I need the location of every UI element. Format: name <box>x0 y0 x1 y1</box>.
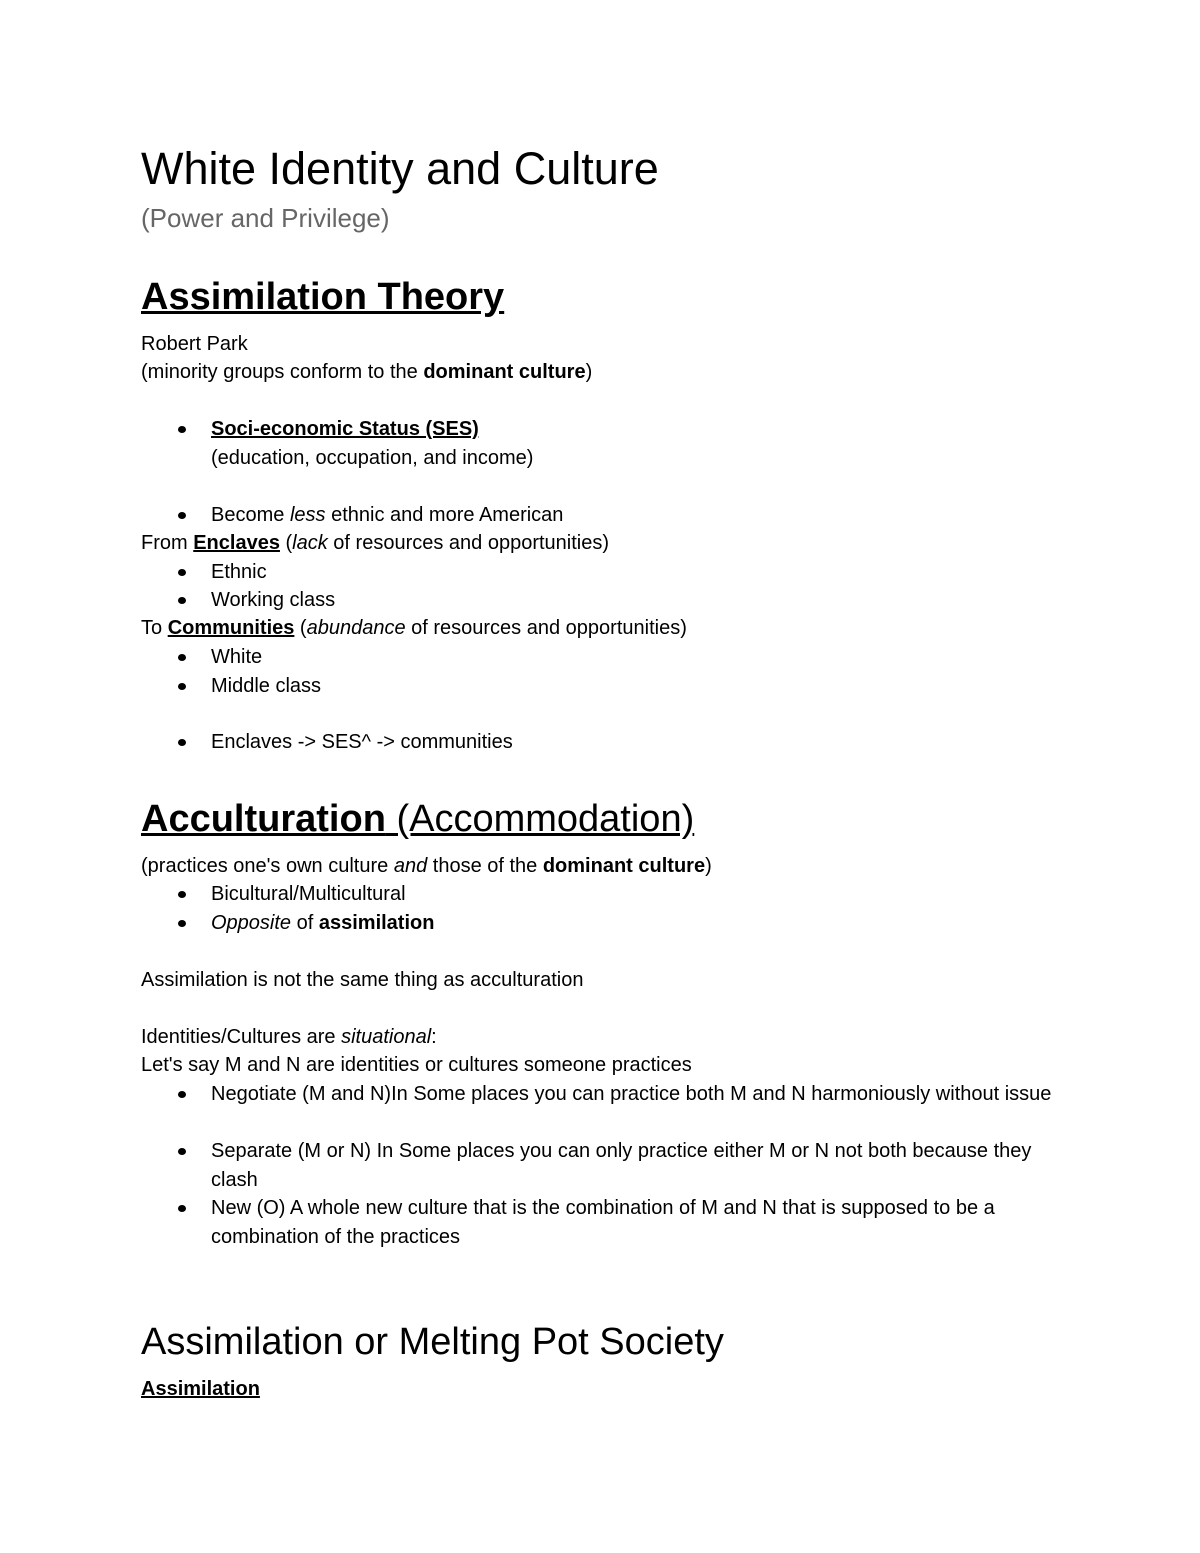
bullet-icon <box>178 920 186 927</box>
list-item-ses <box>211 415 1071 472</box>
situational-text: Identities/Cultures are <box>141 1026 342 1048</box>
definition-text: (minority groups conform to the <box>141 361 424 383</box>
list-item-bicultural <box>211 880 1071 909</box>
list-item-flow <box>211 728 1071 757</box>
to-text: To <box>141 617 168 639</box>
bullet-icon <box>178 1205 186 1212</box>
list-item-new <box>211 1194 1071 1251</box>
from-paren: ( <box>279 532 293 554</box>
assimilation-subheading: Assimilation <box>141 1378 260 1400</box>
bullet-icon <box>178 512 186 519</box>
list-item-white <box>211 643 1071 672</box>
melting-pot-heading: Assimilation or Melting Pot Society <box>141 1321 724 1363</box>
enclaves-term: Enclaves <box>193 532 280 554</box>
enclave-item-label: Working class <box>211 589 336 611</box>
from-text: From <box>141 532 194 554</box>
acculturation-heading <box>141 797 694 841</box>
accommodation-paren: (Accommodation) <box>385 798 695 840</box>
author-line: Robert Park <box>141 333 248 355</box>
become-text-end: ethnic and more American <box>325 504 564 526</box>
situational-line <box>141 1023 437 1052</box>
from-enclaves-line <box>141 529 609 558</box>
acc-def-end: ) <box>705 855 712 877</box>
bullet-icon <box>178 654 186 661</box>
opposite-mid: of <box>291 912 319 934</box>
ses-detail: (education, occupation, and income) <box>211 446 534 469</box>
separate-text: Separate (M or N) In Some places you can only practice either M or N not both because they clash <box>211 1140 1032 1191</box>
example-intro: Let's say M and N are identities or cultures someone practices <box>141 1054 692 1076</box>
acc-def-bold: dominant culture <box>542 855 706 877</box>
list-item-ethnic <box>211 558 1071 587</box>
to-text-end: of resources and opportunities) <box>405 617 687 639</box>
bullet-icon <box>178 1091 186 1098</box>
negotiate-text: Negotiate (M and N)In Some places you can practice both M and N harmoniously without issue <box>211 1083 1052 1105</box>
list-item-working-class <box>211 586 1071 615</box>
list-item-middle-class <box>211 672 1071 701</box>
become-text: Become <box>211 504 290 526</box>
community-item-label: Middle class <box>211 675 322 697</box>
bullet-icon <box>178 1148 186 1155</box>
assimilation-bold: assimilation <box>318 912 435 934</box>
ses-label: Soci-economic Status (SES) <box>211 418 479 440</box>
list-item-opposite <box>211 909 1071 938</box>
bullet-icon <box>178 597 186 604</box>
abundance-italic: abundance <box>306 617 406 639</box>
bicultural-text: Bicultural/Multicultural <box>211 883 406 905</box>
to-communities-line <box>141 614 687 643</box>
situational-end: : <box>431 1026 437 1048</box>
communities-term: Communities <box>167 617 295 639</box>
bullet-icon <box>178 569 186 576</box>
opposite-italic: Opposite <box>211 912 292 934</box>
new-text: New (O) A whole new culture that is the combination of M and N that is supposed to be a combination of the practices <box>211 1197 995 1248</box>
acculturation-note: Assimilation is not the same thing as acculturation <box>141 969 584 991</box>
become-italic: less <box>289 504 326 526</box>
list-item-negotiate <box>211 1080 1071 1109</box>
community-item-label: White <box>211 646 263 668</box>
situational-italic: situational <box>341 1026 432 1048</box>
bullet-icon <box>178 739 186 746</box>
bullet-icon <box>178 426 186 433</box>
bullet-icon <box>178 891 186 898</box>
acc-def-mid: those of the <box>427 855 543 877</box>
assimilation-theory-heading: Assimilation Theory <box>141 276 505 318</box>
acculturation-term: Acculturation <box>141 798 386 840</box>
lack-italic: lack <box>292 532 328 554</box>
from-text-end: of resources and opportunities) <box>327 532 610 554</box>
bullet-icon <box>178 683 186 690</box>
acc-def-text: (practices one's own culture <box>141 855 394 877</box>
definition-bold: dominant culture <box>423 361 586 383</box>
flow-text: Enclaves -> SES^ -> communities <box>211 731 513 753</box>
acc-def-italic: and <box>393 855 428 877</box>
acculturation-definition <box>141 852 712 881</box>
list-item-separate <box>211 1137 1071 1194</box>
definition-text-end: ) <box>585 361 593 383</box>
to-paren: ( <box>294 617 307 639</box>
enclave-item-label: Ethnic <box>211 561 267 583</box>
list-item-become <box>211 501 1071 530</box>
assimilation-definition <box>141 358 592 387</box>
document-title: White Identity and Culture <box>141 143 659 194</box>
document-subtitle: (Power and Privilege) <box>141 203 390 233</box>
